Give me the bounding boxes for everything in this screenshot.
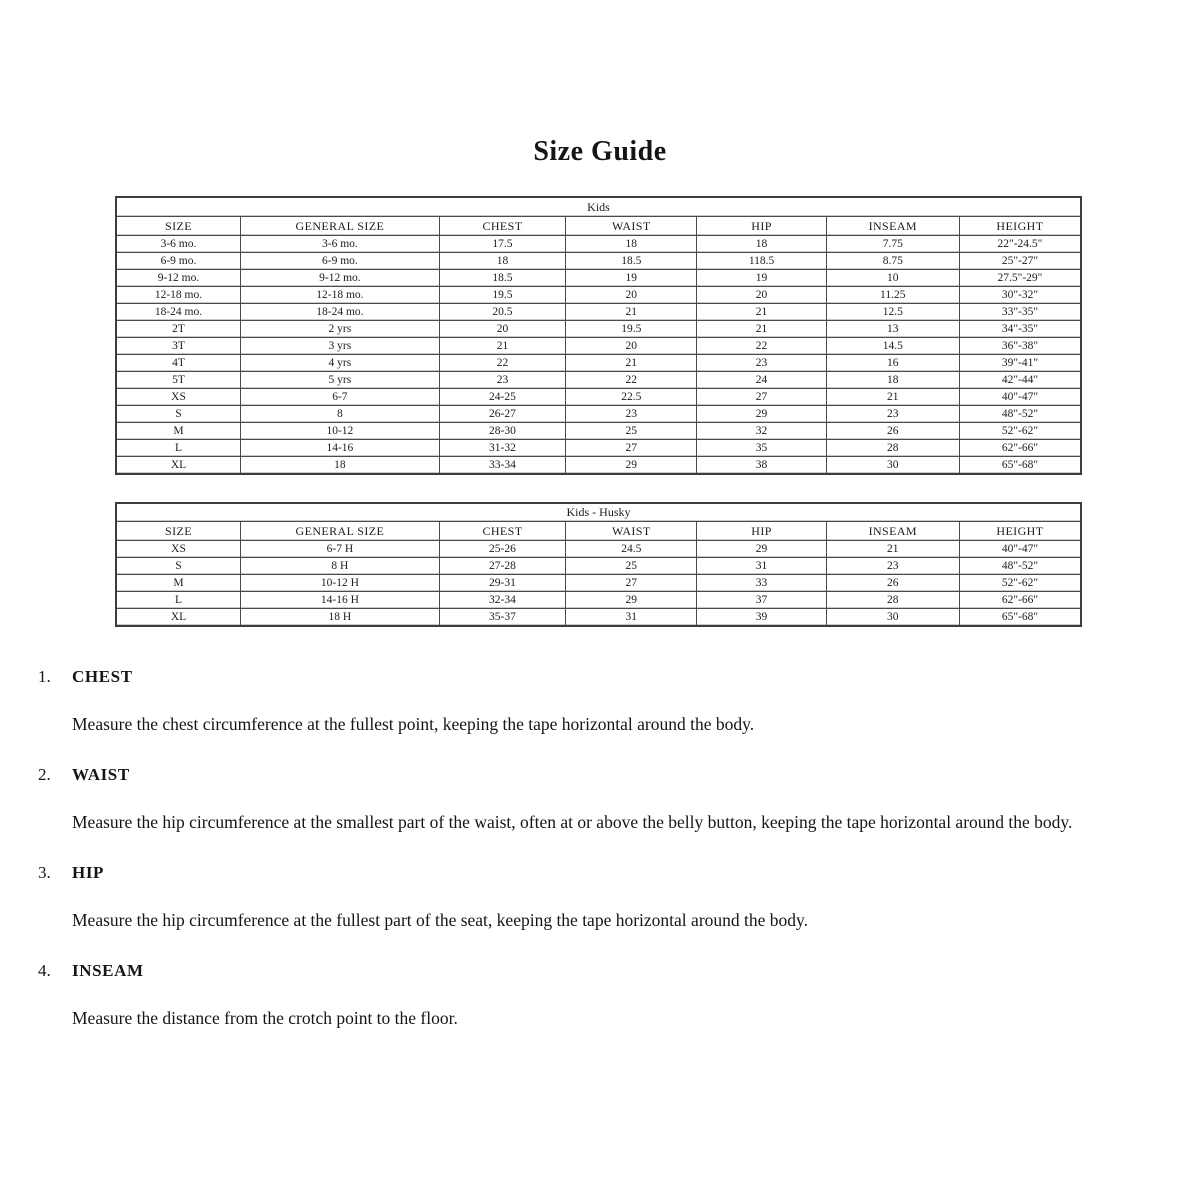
table-cell: 34"-35" <box>959 320 1081 337</box>
instruction-chest <box>0 667 1200 736</box>
table-cell: 17.5 <box>439 235 565 252</box>
table-cell: 18.5 <box>439 269 565 286</box>
table-cell: 11.25 <box>826 286 959 303</box>
table-header-row <box>116 522 1081 541</box>
table-cell: 18 H <box>240 609 439 627</box>
table-cell: 27-28 <box>439 558 565 575</box>
table-cell: 6-9 mo. <box>116 252 240 269</box>
table-cell: 8.75 <box>826 252 959 269</box>
table-cell: 39"-41" <box>959 354 1081 371</box>
table-cell: 38 <box>697 456 826 474</box>
table-cell: 25"-27" <box>959 252 1081 269</box>
table-cell: 13 <box>826 320 959 337</box>
instruction-number: 3. <box>38 862 51 882</box>
table-cell: 7.75 <box>826 235 959 252</box>
table-cell: 4T <box>116 354 240 371</box>
table-row <box>116 303 1081 320</box>
table-row <box>116 320 1081 337</box>
table-cell: 22 <box>566 371 697 388</box>
table-cell: XL <box>116 456 240 474</box>
instruction-heading <box>0 863 1200 883</box>
column-header: CHEST <box>439 216 565 235</box>
table-cell: 14-16 <box>240 439 439 456</box>
table-cell: 6-9 mo. <box>240 252 439 269</box>
table-cell: 32-34 <box>439 592 565 609</box>
table-cell: 29-31 <box>439 575 565 592</box>
table-row <box>116 422 1081 439</box>
table-cell: 118.5 <box>697 252 826 269</box>
table-cell: S <box>116 405 240 422</box>
column-header: CHEST <box>439 522 565 541</box>
table-cell: 27 <box>566 575 697 592</box>
kids-size-table <box>115 196 1082 475</box>
table-cell: 23 <box>826 405 959 422</box>
column-header: GENERAL SIZE <box>240 522 439 541</box>
column-header: SIZE <box>116 522 240 541</box>
table-cell: 29 <box>697 541 826 558</box>
column-header: INSEAM <box>826 216 959 235</box>
table-cell: 18 <box>439 252 565 269</box>
table-cell: 30 <box>826 456 959 474</box>
instruction-text: Measure the chest circumference at the fullest point, keeping the tape horizontal around the body. <box>72 714 755 734</box>
table-cell: 42"-44" <box>959 371 1081 388</box>
table-cell: 3-6 mo. <box>116 235 240 252</box>
table-cell: 48"-52" <box>959 558 1081 575</box>
instruction-waist <box>0 765 1200 834</box>
table-cell: 8 H <box>240 558 439 575</box>
table-cell: 18 <box>566 235 697 252</box>
table-cell: 18 <box>697 235 826 252</box>
table-cell: 31 <box>697 558 826 575</box>
table-cell: M <box>116 575 240 592</box>
instruction-title: INSEAM <box>72 960 144 980</box>
table-row <box>116 371 1081 388</box>
table-cell: 5 yrs <box>240 371 439 388</box>
table-cell: 20 <box>566 337 697 354</box>
table-row <box>116 558 1081 575</box>
table-cell: 3-6 mo. <box>240 235 439 252</box>
table-row <box>116 456 1081 474</box>
table-cell: 19 <box>697 269 826 286</box>
table-cell: 14-16 H <box>240 592 439 609</box>
table-cell: 22 <box>697 337 826 354</box>
table-cell: 9-12 mo. <box>116 269 240 286</box>
table-caption: Kids <box>116 197 1081 216</box>
table-row <box>116 337 1081 354</box>
table-cell: 36"-38" <box>959 337 1081 354</box>
table-cell: 19.5 <box>439 286 565 303</box>
column-header: HEIGHT <box>959 522 1081 541</box>
table-cell: 20 <box>697 286 826 303</box>
table-cell: 33 <box>697 575 826 592</box>
table-row <box>116 439 1081 456</box>
table-cell: 26 <box>826 575 959 592</box>
instruction-number: 1. <box>38 667 51 686</box>
table-cell: 33"-35" <box>959 303 1081 320</box>
table-cell: 23 <box>697 354 826 371</box>
table-cell: 20 <box>439 320 565 337</box>
table-cell: 62"-66" <box>959 592 1081 609</box>
instruction-title: WAIST <box>72 764 130 784</box>
table-cell: L <box>116 439 240 456</box>
table-cell: 25-26 <box>439 541 565 558</box>
table-cell: 27.5"-29" <box>959 269 1081 286</box>
column-header: HIP <box>697 522 826 541</box>
table-cell: XS <box>116 541 240 558</box>
table-cell: 12-18 mo. <box>116 286 240 303</box>
table-cell: 52"-62" <box>959 575 1081 592</box>
table-cell: 10-12 <box>240 422 439 439</box>
table-cell: 20 <box>566 286 697 303</box>
column-header: WAIST <box>566 216 697 235</box>
table-row <box>116 405 1081 422</box>
table-cell: 23 <box>566 405 697 422</box>
column-header: HIP <box>697 216 826 235</box>
table-cell: 18 <box>826 371 959 388</box>
table-caption: Kids - Husky <box>116 503 1081 522</box>
table-cell: 29 <box>566 592 697 609</box>
table-cell: 40"-47" <box>959 541 1081 558</box>
table-cell: 20.5 <box>439 303 565 320</box>
table-cell: 52"-62" <box>959 422 1081 439</box>
instruction-heading <box>0 667 1200 687</box>
table-cell: 26-27 <box>439 405 565 422</box>
instruction-heading <box>0 765 1200 785</box>
table-cell: 65"-68" <box>959 609 1081 627</box>
table-cell: 37 <box>697 592 826 609</box>
table-cell: 30 <box>826 609 959 627</box>
table-cell: 65"-68" <box>959 456 1081 474</box>
table-cell: 19.5 <box>566 320 697 337</box>
instruction-title: CHEST <box>72 667 133 686</box>
table-cell: S <box>116 558 240 575</box>
table-cell: 6-7 H <box>240 541 439 558</box>
table-cell: 21 <box>566 354 697 371</box>
table-cell: 32 <box>697 422 826 439</box>
table-cell: 21 <box>566 303 697 320</box>
table-row <box>116 286 1081 303</box>
table-cell: 40"-47" <box>959 388 1081 405</box>
table-cell: 27 <box>697 388 826 405</box>
table-cell: 62"-66" <box>959 439 1081 456</box>
instruction-text: Measure the hip circumference at the fullest part of the seat, keeping the tape horizontal around the body. <box>72 909 809 930</box>
table-cell: 18-24 mo. <box>240 303 439 320</box>
table-cell: 29 <box>697 405 826 422</box>
instruction-heading <box>0 961 1200 981</box>
instruction-number: 4. <box>38 960 51 980</box>
table-cell: L <box>116 592 240 609</box>
instruction-title: HIP <box>72 862 105 882</box>
table-row <box>116 252 1081 269</box>
table-cell: 29 <box>566 456 697 474</box>
table-row <box>116 609 1081 627</box>
table-cell: 21 <box>439 337 565 354</box>
table-cell: 6-7 <box>240 388 439 405</box>
table-cell: 25 <box>566 422 697 439</box>
table-cell: 21 <box>826 541 959 558</box>
instruction-hip <box>0 863 1200 932</box>
instruction-text: Measure the hip circumference at the smallest part of the waist, often at or above the belly button, keeping the tape horizontal around the body. <box>72 811 1073 832</box>
page-title: Size Guide <box>533 136 667 167</box>
table-cell: 35 <box>697 439 826 456</box>
table-cell: 23 <box>826 558 959 575</box>
instruction-number: 2. <box>38 764 51 784</box>
measurement-instructions <box>0 667 1200 1030</box>
table-cell: XS <box>116 388 240 405</box>
table-cell: 18-24 mo. <box>116 303 240 320</box>
table-cell: 10-12 H <box>240 575 439 592</box>
table-cell: 9-12 mo. <box>240 269 439 286</box>
column-header: HEIGHT <box>959 216 1081 235</box>
table-cell: 27 <box>566 439 697 456</box>
table-row <box>116 354 1081 371</box>
table-cell: 26 <box>826 422 959 439</box>
table-cell: 10 <box>826 269 959 286</box>
table-cell: 21 <box>826 388 959 405</box>
column-header: GENERAL SIZE <box>240 216 439 235</box>
table-cell: 18.5 <box>566 252 697 269</box>
table-cell: M <box>116 422 240 439</box>
table-cell: 8 <box>240 405 439 422</box>
column-header: INSEAM <box>826 522 959 541</box>
table-cell: 24-25 <box>439 388 565 405</box>
kids-husky-size-table <box>115 502 1082 628</box>
column-header: WAIST <box>566 522 697 541</box>
table-cell: 39 <box>697 609 826 627</box>
table-cell: 31-32 <box>439 439 565 456</box>
table-cell: 25 <box>566 558 697 575</box>
table-cell: XL <box>116 609 240 627</box>
table-cell: 28 <box>826 592 959 609</box>
table-row <box>116 541 1081 558</box>
table-row <box>116 269 1081 286</box>
table-row <box>116 592 1081 609</box>
table-cell: 3 yrs <box>240 337 439 354</box>
table-row <box>116 235 1081 252</box>
table-cell: 16 <box>826 354 959 371</box>
table-cell: 21 <box>697 320 826 337</box>
table-cell: 24 <box>697 371 826 388</box>
table-cell: 22.5 <box>566 388 697 405</box>
table-cell: 14.5 <box>826 337 959 354</box>
table-cell: 48"-52" <box>959 405 1081 422</box>
table-cell: 12-18 mo. <box>240 286 439 303</box>
column-header: SIZE <box>116 216 240 235</box>
table-cell: 30"-32" <box>959 286 1081 303</box>
table-cell: 3T <box>116 337 240 354</box>
table-row <box>116 388 1081 405</box>
table-cell: 21 <box>697 303 826 320</box>
table-cell: 22 <box>439 354 565 371</box>
table-cell: 24.5 <box>566 541 697 558</box>
table-cell: 22"-24.5" <box>959 235 1081 252</box>
table-cell: 12.5 <box>826 303 959 320</box>
table-cell: 18 <box>240 456 439 474</box>
instruction-inseam <box>0 961 1200 1030</box>
table-cell: 28 <box>826 439 959 456</box>
table-header-row <box>116 216 1081 235</box>
table-cell: 4 yrs <box>240 354 439 371</box>
table-cell: 31 <box>566 609 697 627</box>
table-cell: 23 <box>439 371 565 388</box>
table-cell: 2 yrs <box>240 320 439 337</box>
table-row <box>116 575 1081 592</box>
table-cell: 35-37 <box>439 609 565 627</box>
table-cell: 33-34 <box>439 456 565 474</box>
table-cell: 2T <box>116 320 240 337</box>
table-cell: 19 <box>566 269 697 286</box>
table-cell: 28-30 <box>439 422 565 439</box>
instruction-text: Measure the distance from the crotch point to the floor. <box>72 1007 458 1028</box>
table-cell: 5T <box>116 371 240 388</box>
